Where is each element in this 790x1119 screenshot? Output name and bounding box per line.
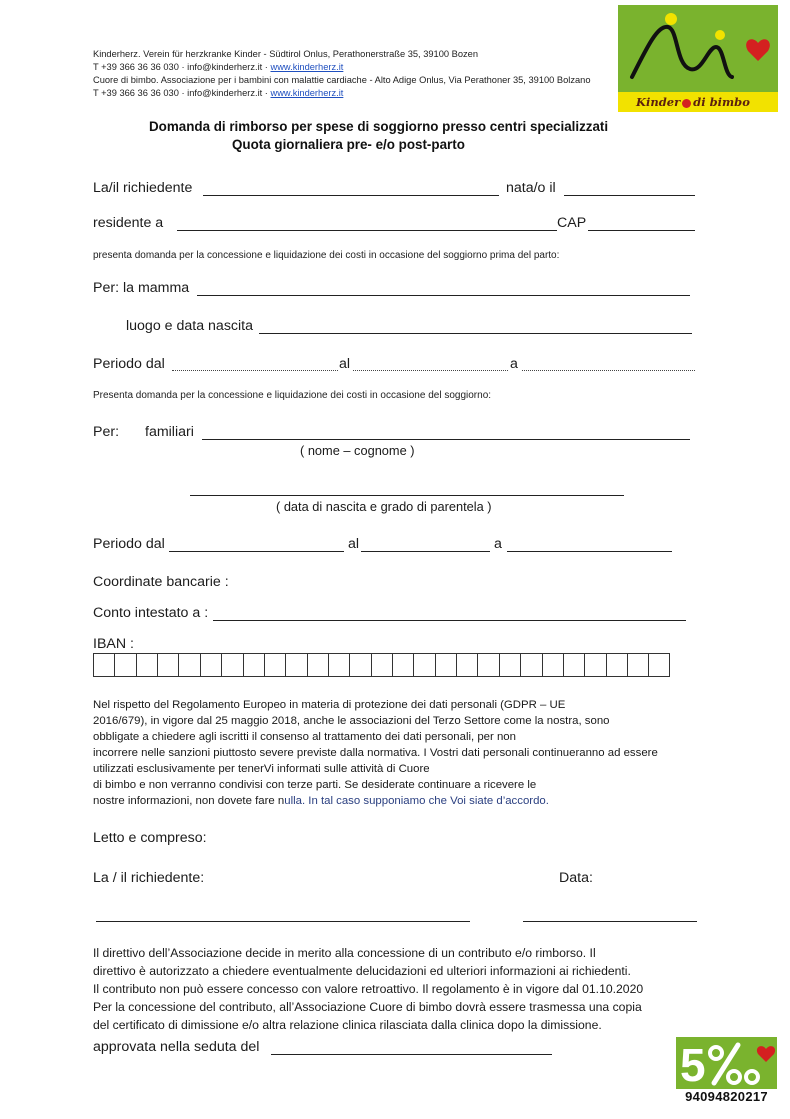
- born-date-field[interactable]: [564, 195, 695, 196]
- kinderherz-logo: [618, 5, 778, 112]
- document-subtitle: Quota giornaliera pre- e/o post-parto: [232, 137, 465, 152]
- signature-date-label: Data:: [559, 870, 593, 886]
- tax-code: 94094820217: [685, 1089, 768, 1104]
- footer-line-5: del certificato di dimissione e/o altra relazione clinica rilasciata dalla clinica dopo la dimissione.: [93, 1018, 602, 1032]
- resident-field[interactable]: [177, 230, 557, 231]
- iban-label: IBAN :: [93, 636, 134, 652]
- iban-cell[interactable]: [114, 653, 135, 677]
- read-understood-label: Letto e compreso:: [93, 830, 207, 846]
- period-to-label: al: [339, 356, 351, 372]
- privacy-line-7: nostre informazioni, non dovete fare nulla. In tal caso supponiamo che Voi siate d’accordo.: [93, 795, 549, 807]
- period-a-field[interactable]: [522, 370, 695, 371]
- privacy-line-4: incorrere nelle sanzioni piuttosto severe previste dalla normativa. I Vostri dati personali continueranno ad essere: [93, 747, 658, 759]
- birth-place-date-label: luogo e data nascita: [126, 318, 253, 334]
- header-contact-de: T +39 366 36 36 030 · info@kinderherz.it ·: [93, 62, 271, 72]
- privacy-line-6: di bimbo e non verranno condivisi con terze parti. Se desiderate continuare a ricevere le: [93, 779, 537, 791]
- period2-from-field[interactable]: [169, 551, 344, 552]
- for-family-per-label: Per:: [93, 424, 120, 440]
- iban-cell[interactable]: [264, 653, 285, 677]
- footer-line-1: Il direttivo dell’Associazione decide in merito alla concessione di un contributo e/o rimborso. Il: [93, 946, 596, 960]
- family-dob-field[interactable]: [190, 495, 624, 496]
- applicant-label: La/il richiedente: [93, 180, 193, 196]
- logo-figure-icon: [618, 5, 778, 92]
- applicant-field[interactable]: [203, 195, 499, 196]
- period-label: Periodo dal: [93, 356, 165, 372]
- iban-cell[interactable]: [328, 653, 349, 677]
- header-line-3: Cuore di bimbo. Associazione per i bambini con malattie cardiache - Alto Adige Onlus, Via Perathoner 35, 39100 Bolzano: [93, 75, 591, 85]
- bank-label: Coordinate bancarie :: [93, 574, 229, 590]
- privacy-line-2: 2016/679), in vigore dal 25 maggio 2018, anche le associazioni del Terzo Settore come la nostra, sono: [93, 715, 610, 727]
- five-per-mille-box: [676, 1037, 777, 1089]
- iban-cell[interactable]: [435, 653, 456, 677]
- iban-cell[interactable]: [243, 653, 264, 677]
- iban-cell[interactable]: [563, 653, 584, 677]
- signature-field[interactable]: [96, 921, 470, 922]
- document-title: Domanda di rimborso per spese di soggiorno presso centri specializzati: [149, 119, 609, 134]
- iban-cell[interactable]: [584, 653, 605, 677]
- iban-cell[interactable]: [499, 653, 520, 677]
- period-to-field[interactable]: [353, 370, 508, 371]
- iban-cell[interactable]: [413, 653, 434, 677]
- iban-grid[interactable]: [93, 653, 670, 677]
- approved-label: approvata nella seduta del: [93, 1039, 260, 1055]
- iban-cell[interactable]: [157, 653, 178, 677]
- approved-session-field[interactable]: [271, 1054, 552, 1055]
- mother-field[interactable]: [197, 295, 690, 296]
- iban-cell[interactable]: [520, 653, 541, 677]
- account-holder-field[interactable]: [213, 620, 686, 621]
- period2-a-label: a: [494, 536, 502, 552]
- name-hint: ( nome – cognome ): [300, 443, 415, 458]
- iban-cell[interactable]: [392, 653, 413, 677]
- footer-line-4: Per la concessione del contributo, all’Associazione Cuore di bimbo dovrà essere trasmessa una copia: [93, 1000, 642, 1014]
- family-label: familiari: [145, 424, 194, 440]
- iban-cell[interactable]: [349, 653, 370, 677]
- iban-cell[interactable]: [200, 653, 221, 677]
- header-line-1: Kinderherz. Verein für herzkranke Kinder - Südtirol Onlus, Perathonerstraße 35, 39100 Bozen: [93, 49, 478, 59]
- stay-text: Presenta domanda per la concessione e liquidazione dei costi in occasione del soggiorno:: [93, 390, 492, 401]
- family-name-field[interactable]: [202, 439, 690, 440]
- signature-date-field[interactable]: [523, 921, 697, 922]
- iban-cell[interactable]: [456, 653, 477, 677]
- born-label: nata/o il: [506, 180, 556, 196]
- website-link-de[interactable]: www.kinderherz.it: [270, 62, 344, 72]
- privacy-line-5: utilizzati esclusivamente per tenerVi informati sulle attività di Cuore: [93, 763, 430, 775]
- iban-cell[interactable]: [477, 653, 498, 677]
- iban-cell[interactable]: [307, 653, 328, 677]
- iban-cell[interactable]: [627, 653, 648, 677]
- five-digit: 5: [680, 1039, 706, 1089]
- period2-label: Periodo dal: [93, 536, 165, 552]
- privacy-line-1: Nel rispetto del Regolamento Europeo in materia di protezione dei dati personali (GDPR – UE: [93, 699, 566, 711]
- cap-label: CAP: [557, 215, 587, 231]
- for-mother-label: Per: la mamma: [93, 280, 190, 296]
- period-a-label: a: [510, 356, 518, 372]
- website-link-it[interactable]: www.kinderherz.it: [270, 88, 344, 98]
- iban-cell[interactable]: [371, 653, 392, 677]
- heart-icon: [682, 99, 691, 108]
- footer-line-2: direttivo è autorizzato a chiedere eventualmente delucidazioni ed ulteriori informazioni ai richiedenti.: [93, 964, 631, 978]
- iban-cell[interactable]: [93, 653, 114, 677]
- period2-a-field[interactable]: [507, 551, 672, 552]
- header-line-2: [93, 61, 343, 73]
- footer-line-3: Il contributo non può essere concesso con valore retroattivo. Il regolamento è in vigore dal 01.10.2020: [93, 982, 644, 996]
- signature-applicant-label: La / il richiedente:: [93, 870, 205, 886]
- birth-place-date-field[interactable]: [259, 333, 692, 334]
- iban-cell[interactable]: [221, 653, 242, 677]
- iban-cell[interactable]: [606, 653, 627, 677]
- period-from-field[interactable]: [172, 370, 338, 371]
- resident-label: residente a: [93, 215, 164, 231]
- header-contact-it: T +39 366 36 36 030 · info@kinderherz.it ·: [93, 88, 271, 98]
- iban-cell[interactable]: [648, 653, 669, 677]
- five-per-mille-icon: [676, 1037, 777, 1089]
- pre-birth-text: presenta domanda per la concessione e liquidazione dei costi in occasione del soggiorno prima del parto:: [93, 250, 560, 261]
- dob-hint: ( data di nascita e grado di parentela ): [276, 499, 492, 514]
- cap-field[interactable]: [588, 230, 695, 231]
- iban-cell[interactable]: [178, 653, 199, 677]
- header-line-4: [93, 87, 343, 99]
- logo-wordmark: Kinder di bimbo: [636, 95, 750, 109]
- period2-to-field[interactable]: [361, 551, 490, 552]
- five-per-mille-badge: [676, 1037, 777, 1106]
- iban-cell[interactable]: [542, 653, 563, 677]
- account-label: Conto intestato a :: [93, 605, 209, 621]
- period2-al-label: al: [348, 536, 360, 552]
- iban-cell[interactable]: [136, 653, 157, 677]
- iban-cell[interactable]: [285, 653, 306, 677]
- privacy-line-3: obbligate a chiedere agli iscritti il consenso al trattamento dei dati personali, per non: [93, 731, 516, 743]
